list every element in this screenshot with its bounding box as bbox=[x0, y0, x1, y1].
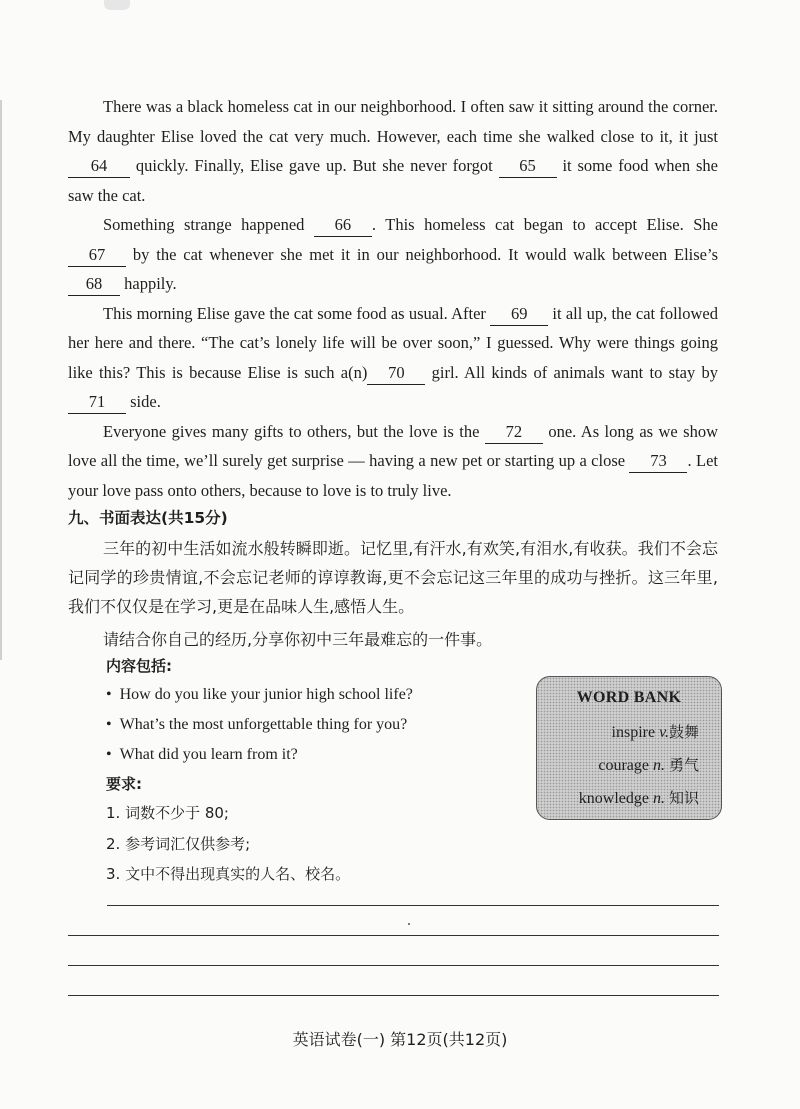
writing-line[interactable] bbox=[68, 935, 719, 936]
page-footer: 英语试卷(一) 第12页(共12页) bbox=[292, 1030, 508, 1049]
content-bullets bbox=[106, 680, 526, 770]
passage-text: it some food when she saw the cat. bbox=[68, 156, 718, 205]
scan-edge-mark bbox=[0, 100, 2, 660]
word-bank-meaning: 鼓舞 bbox=[668, 723, 699, 741]
passage-text: side. bbox=[126, 392, 161, 411]
word-bank-meaning: 勇气 bbox=[668, 756, 699, 774]
blank-69[interactable]: 69 bbox=[490, 303, 548, 326]
writing-line[interactable] bbox=[68, 995, 719, 996]
passage-text: one. As long as we show love all the time, we’ll surely get surprise — having a new pet or starting up a close bbox=[68, 421, 719, 470]
cloze-passage bbox=[68, 92, 718, 505]
passage-text: happily. bbox=[120, 274, 177, 293]
blank-65[interactable]: 65 bbox=[499, 155, 557, 178]
passage-paragraph-1 bbox=[68, 92, 718, 210]
passage-paragraph-3 bbox=[68, 299, 718, 417]
passage-text: There was a black homeless cat in our neighborhood. I often saw it sitting around the corner. My daughter Elise loved the cat very much. However, each time she walked close to it, it just bbox=[68, 97, 718, 146]
word-bank-entry bbox=[579, 787, 699, 808]
blank-64[interactable]: 64 bbox=[68, 155, 130, 178]
section-instruction: 请结合你自己的经历,分享你初中三年最难忘的一件事。 bbox=[103, 630, 493, 649]
writing-section bbox=[68, 506, 718, 655]
blank-72[interactable]: 72 bbox=[485, 421, 543, 444]
content-bullet: • What’s the most unforgettable thing for you? bbox=[106, 710, 526, 740]
word-bank-pos: n. bbox=[652, 790, 665, 807]
passage-text: quickly. Finally, Elise gave up. But she never forgot bbox=[130, 156, 499, 175]
passage-text: by the cat whenever she met it in our neighborhood. It would walk between Elise’s bbox=[126, 244, 718, 264]
passage-text: Something strange happened bbox=[103, 215, 314, 234]
content-heading: 内容包括: bbox=[106, 657, 172, 675]
word-bank-word: inspire bbox=[611, 724, 656, 741]
requirements-list bbox=[106, 798, 526, 890]
word-bank-pos: v. bbox=[659, 724, 669, 741]
word-bank-title: WORD BANK bbox=[576, 689, 682, 706]
blank-66[interactable]: 66 bbox=[314, 214, 372, 237]
passage-text: This morning Elise gave the cat some food as usual. After bbox=[103, 303, 491, 323]
blank-73[interactable]: 73 bbox=[629, 450, 687, 473]
requirement-item: 1. 词数不少于 80; bbox=[106, 804, 229, 822]
passage-text: . This homeless cat began to accept Elise. She bbox=[371, 215, 719, 234]
blank-68[interactable]: 68 bbox=[68, 273, 120, 296]
scan-top-mark bbox=[104, 0, 130, 10]
blank-70[interactable]: 70 bbox=[367, 362, 425, 385]
word-bank-box bbox=[536, 676, 722, 820]
requirement-item: 3. 文中不得出现真实的人名、校名。 bbox=[106, 865, 351, 883]
passage-text: girl. All kinds of animals want to stay by bbox=[425, 362, 718, 382]
writing-requirements bbox=[106, 652, 526, 890]
word-bank-meaning: 知识 bbox=[668, 789, 699, 807]
section-intro: 三年的初中生活如流水般转瞬即逝。记忆里,有汗水,有欢笑,有泪水,有收获。我们不会忘记同学的珍贵情谊,不会忘记老师的谆谆教诲,更不会忘记这三年里的成功与挫折。这三年里,我们不仅仅是在学习,更是在品味人生,感悟人生。 bbox=[68, 539, 718, 616]
passage-text: it all up, the cat followed her here and there. “The cat’s lonely life will be over soon,” I guessed. Why were things going like this? This is because Elise is such a(n) bbox=[68, 303, 719, 382]
content-bullet: • What did you learn from it? bbox=[106, 740, 526, 770]
passage-paragraph-4 bbox=[68, 417, 718, 506]
word-bank-word: courage bbox=[598, 757, 649, 774]
writing-line[interactable] bbox=[68, 965, 719, 966]
requirements-heading: 要求: bbox=[106, 775, 142, 793]
word-bank-entry bbox=[612, 721, 699, 742]
writing-line[interactable] bbox=[107, 905, 719, 906]
passage-paragraph-2 bbox=[68, 210, 718, 299]
word-bank-word: knowledge bbox=[578, 790, 649, 807]
blank-67[interactable]: 67 bbox=[68, 244, 126, 267]
content-bullet: • How do you like your junior high school life? bbox=[106, 680, 526, 710]
section-title: 九、书面表达(共15分) bbox=[68, 509, 228, 527]
blank-71[interactable]: 71 bbox=[68, 391, 126, 414]
requirement-item: 2. 参考词汇仅供参考; bbox=[106, 834, 251, 853]
passage-text: Everyone gives many gifts to others, but the love is the bbox=[103, 421, 485, 441]
word-bank-pos: n. bbox=[652, 757, 665, 774]
passage-text: . Let your love pass onto others, because to love is to truly live. bbox=[68, 451, 718, 500]
word-bank-entry bbox=[598, 754, 699, 775]
scan-speck bbox=[408, 923, 410, 925]
